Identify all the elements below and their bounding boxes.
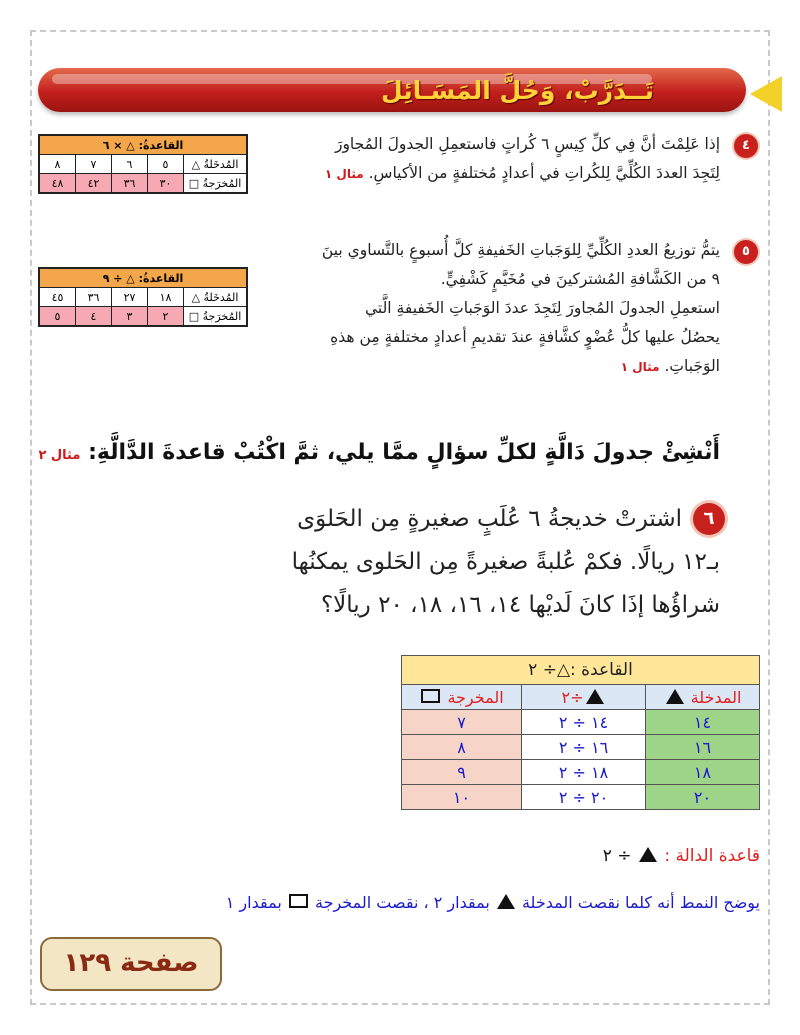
exercise-4-input-cell: ٨ [40,155,76,174]
square-icon [421,689,440,703]
pattern-part-1: يوضح النمط أنه كلما نقصت المدخلة [521,893,760,912]
exercise-5-output-cell: ٤ [76,307,112,326]
function-rule [603,846,760,866]
exercise-5-line-5 [250,352,720,382]
table-cell-middle: ١٤ ÷ ٢ [522,710,646,735]
exercise-5-output-label: المُخرَجةُ □ [184,307,247,326]
function-table-header-output [402,685,522,710]
exercise-4-input-cell: ٧ [76,155,112,174]
table-cell-input: ١٤ [646,710,760,735]
exercise-4-text [270,130,720,189]
header-middle-label: ÷٢ [561,687,584,707]
table-row [402,735,760,760]
banner-title: تَــدَرَّبْ، وَحُلَّ المَسَـائِلَ [381,76,654,105]
exercise-5-output-cell: ٣ [112,307,148,326]
table-cell-input: ١٨ [646,760,760,785]
exercise-5-line-5-text: الوَجَباتِ. [664,357,720,375]
pattern-part-2: بمقدار ٢ ، نقصت المخرجة [314,893,490,912]
exercise-5-line-1: يتمُّ توزيعُ العددِ الكُلِّيِّ لِلوَجَباتِ الخَفيفةِ كلَّ أُسبوعٍ بالتَّساوي بينَ [321,241,720,259]
banner-triangle-icon [750,76,782,112]
exercise-5-input-cell: ٣٦ [76,288,112,307]
function-table [401,655,760,810]
exercise-5-input-cell: ٤٥ [40,288,76,307]
exercise-4-output-cell: ٣٠ [148,174,184,193]
square-icon [289,894,308,908]
table-row [402,710,760,735]
exercise-4-line-2 [270,159,720,189]
exercise-4-line-1: إذا عَلِمْتَ أنَّ فِي كلِّ كِيسٍ ٦ كُراتٍ فاستعمِلِ الجدولَ المُجاورَ [334,135,720,153]
exercise-5-input-cell: ٢٧ [112,288,148,307]
exercise-5-output-cell: ٥ [40,307,76,326]
exercise-4-input-cell: ٦ [112,155,148,174]
exercise-5-text [250,236,720,382]
table-cell-middle: ١٦ ÷ ٢ [522,735,646,760]
exercise-4-example-ref: مثال ١ [324,167,364,181]
section-heading-text: أَنْشِئْ جدولَ دَالَّةٍ لكلِّ سؤالٍ ممَّا يلي، ثمَّ اكْتُبْ قاعدةَ الدَّالَّةِ: [88,440,720,465]
table-row [402,760,760,785]
triangle-icon [639,847,657,862]
exercise-number-5: ٥ [734,240,758,264]
page-number: صفحة ١٢٩ [40,937,222,991]
exercise-4-rule: القاعدةُ: △ × ٦ [40,136,247,155]
function-table-header-input [646,685,760,710]
table-cell-output: ٩ [402,760,522,785]
function-table-header-middle [522,685,646,710]
table-row [402,785,760,810]
exercise-4-output-cell: ٤٨ [40,174,76,193]
section-heading-example-ref: مثال ٢ [38,448,81,463]
exercise-4-input-cell: ٥ [148,155,184,174]
function-table-rule: القاعدة :△÷ ٢ [402,656,760,685]
exercise-4-output-label: المُخرَجةُ □ [184,174,247,193]
pattern-description [226,893,760,912]
table-cell-middle: ١٨ ÷ ٢ [522,760,646,785]
table-cell-middle: ٢٠ ÷ ٢ [522,785,646,810]
triangle-icon [666,689,684,704]
exercise-5-input-label: المُدخَلةُ △ [184,288,247,307]
header-output-label: المخرجة [447,687,504,707]
exercise-number-4: ٤ [734,134,758,158]
exercise-5-rule: القاعدةُ: △ ÷ ٩ [40,269,247,288]
exercise-4-input-label: المُدخَلةُ △ [184,155,247,174]
table-cell-input: ٢٠ [646,785,760,810]
function-rule-label: قاعدة الدالة : [664,846,760,866]
header-input-label: المدخلة [690,687,742,707]
table-cell-output: ٧ [402,710,522,735]
exercise-4-output-cell: ٤٢ [76,174,112,193]
question-6-line-3: شراؤُها إذَا كانَ لَديْها ١٤، ١٦، ١٨، ٢٠ ريالًا؟ [320,592,720,618]
section-banner [38,68,746,112]
exercise-5-line-2: ٩ من الكَشَّافةِ المُشتركينَ في مُخَيَّمٍ كَشْفِيٍّ. [440,270,720,288]
exercise-4-rule-table [38,134,248,194]
pattern-part-3: بمقدار ١ [225,893,282,912]
exercise-5-output-cell: ٢ [148,307,184,326]
function-rule-expression: ÷ ٢ [602,846,632,866]
question-6-line-2: بـ١٢ ريالًا. فكمْ عُلبةً صغيرةً مِن الحَلوى يمكنُها [291,549,720,575]
exercise-5-line-3: استعمِلِ الجدولَ المُجاورَ لِتَجِدَ عددَ الوَجَباتِ الخَفيفةِ الَّتي [364,299,720,317]
question-6-line-1: اشترتْ خديجةُ ٦ عُلَبٍ صغيرةٍ مِن الحَلوَى [297,506,682,532]
triangle-icon [497,894,515,909]
question-number-6: ٦ [693,503,725,535]
table-cell-input: ١٦ [646,735,760,760]
table-cell-output: ١٠ [402,785,522,810]
exercise-4-line-2-text: لِتَجِدَ العددَ الكُلِّيَّ لِلكُراتِ في أعدادٍ مُختلفةٍ من الأكياسِ. [368,164,720,182]
section-heading [38,440,720,465]
triangle-icon [586,689,604,704]
exercise-4-output-cell: ٣٦ [112,174,148,193]
exercise-5-rule-table [38,267,248,327]
exercise-5-example-ref: مثال ١ [620,360,660,374]
exercise-5-input-cell: ١٨ [148,288,184,307]
table-cell-output: ٨ [402,735,522,760]
exercise-5-line-4: يحصُلُ عليها كلُّ عُضْوٍ كشَّافةٍ عندَ تقديمِ أعدادٍ مختلفةٍ مِن هذهِ [330,328,720,346]
